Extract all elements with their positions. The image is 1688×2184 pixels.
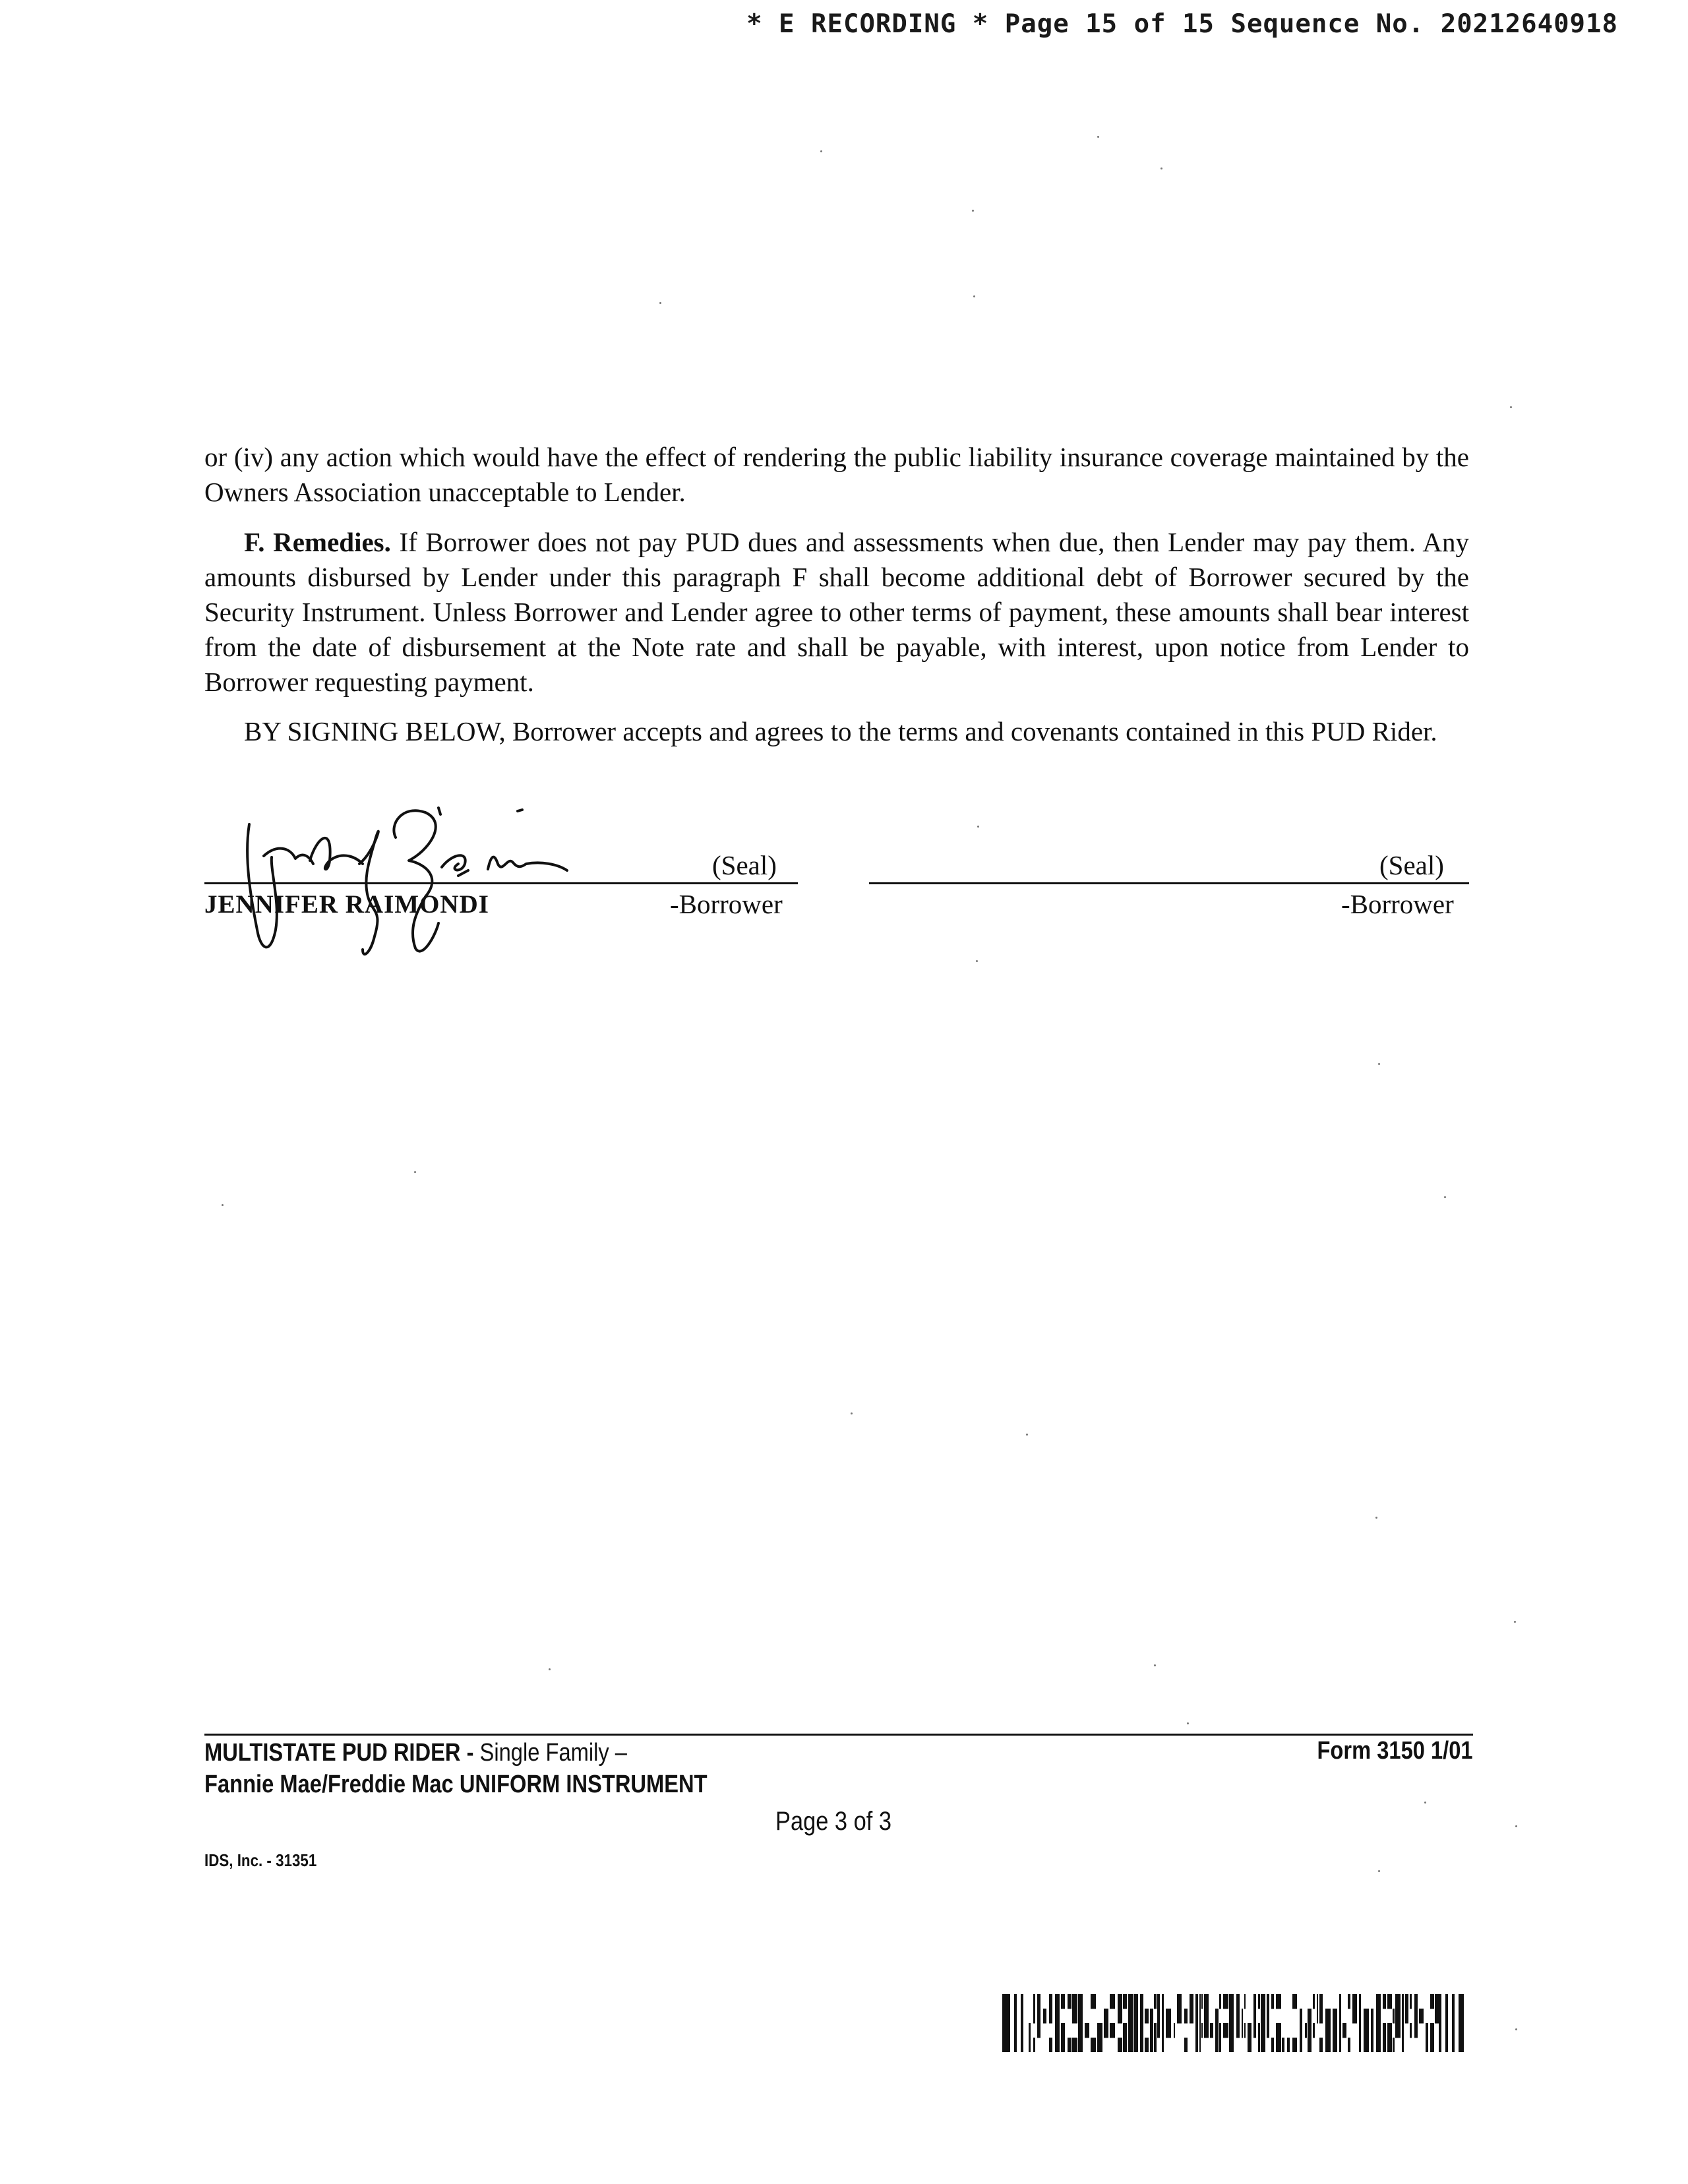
scan-speck [1514, 1621, 1516, 1623]
scan-speck [1378, 1063, 1380, 1065]
footer-divider [204, 1734, 1473, 1736]
right-seal-label: (Seal) [1379, 850, 1444, 880]
left-seal-label: (Seal) [712, 850, 777, 880]
form-title-bold: MULTISTATE PUD RIDER - [204, 1739, 474, 1767]
scan-speck [1375, 1517, 1377, 1519]
barcode-icon [1002, 1994, 1465, 2052]
form-title [204, 1737, 708, 1769]
scan-speck [222, 1204, 224, 1206]
scan-speck [976, 960, 978, 962]
scan-speck [1444, 1196, 1446, 1198]
left-borrower-label: -Borrower [670, 889, 783, 919]
page-indicator: Page 3 of 3 [775, 1807, 891, 1836]
form-subtitle: Fannie Mae/Freddie Mac UNIFORM INSTRUMENT [204, 1771, 708, 1798]
right-signature-line [869, 882, 1469, 884]
scan-speck [972, 210, 974, 212]
recording-stamp: * E RECORDING * Page 15 of 15 Sequence No. 20212640918 [746, 9, 1618, 39]
form-title-block [204, 1737, 708, 1800]
remedies-heading: F. Remedies. [244, 527, 391, 557]
scan-speck [977, 826, 979, 828]
scan-speck [1187, 1722, 1189, 1724]
scan-speck [414, 1171, 416, 1173]
scan-speck [820, 150, 822, 152]
vendor-code: IDS, Inc. - 31351 [204, 1850, 317, 1870]
scan-speck [1097, 136, 1099, 138]
paragraph-remedies [204, 525, 1469, 700]
scan-speck [549, 1668, 551, 1670]
form-number: Form 3150 1/01 [1317, 1737, 1473, 1765]
scan-speck [851, 1412, 853, 1414]
left-signature-line [204, 882, 798, 884]
right-borrower-label: -Borrower [1341, 889, 1454, 919]
scan-speck [1424, 1802, 1426, 1804]
scan-speck [1378, 1870, 1380, 1872]
remedies-text: If Borrower does not pay PUD dues and assessments when due, then Lender may pay them. Any amounts disbursed by Lender under this paragraph F shall become additional debt of Borrower secured by the Security Instrument. Unless Borrower and Lender agree to other terms of payment, these amounts shall bear interest from the date of disbursement at the Note rate and shall be payable, with interest, upon notice from Lender to Borrower requesting payment. [204, 527, 1469, 697]
borrower-name: JENNIFER RAIMONDI [204, 890, 489, 919]
scan-speck [659, 302, 661, 304]
paragraph-continuation: or (iv) any action which would have the effect of rendering the public liability insurance coverage maintained by the Owners Association unacceptable to Lender. [204, 442, 1469, 507]
scan-speck [1515, 2028, 1517, 2030]
form-title-rest: Single Family – [473, 1739, 627, 1767]
scan-speck [1510, 406, 1512, 408]
scan-speck [1026, 1434, 1028, 1436]
scan-speck [973, 295, 975, 297]
scan-speck [1154, 1664, 1156, 1666]
scan-speck [1515, 1825, 1517, 1827]
scan-speck [1160, 167, 1162, 169]
signing-statement: BY SIGNING BELOW, Borrower accepts and agrees to the terms and covenants contained in this PUD Rider. [244, 716, 1437, 746]
